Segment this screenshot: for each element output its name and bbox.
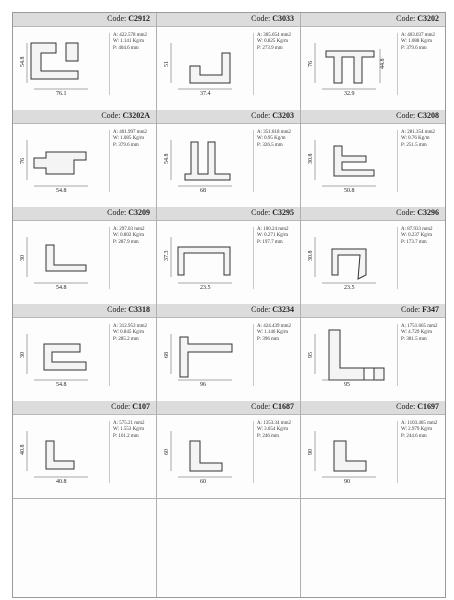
dimension-label: 68	[164, 352, 170, 358]
profile-header	[157, 207, 300, 221]
code-prefix: Code:	[251, 402, 273, 411]
dimension-label: 30.8	[308, 250, 314, 261]
profile-section-svg	[304, 419, 396, 485]
profile-outline	[46, 441, 74, 469]
spec-weight: W: 3.654 Kg/m	[257, 427, 289, 433]
code-value: C3295	[272, 208, 294, 217]
profile-header	[157, 304, 300, 318]
profile-outline	[31, 43, 78, 79]
profile-card	[13, 304, 157, 401]
code-prefix: Code:	[396, 14, 418, 23]
profile-section-svg	[160, 419, 252, 485]
profile-outline	[178, 247, 230, 275]
dimension-label: 54.8	[20, 56, 26, 67]
code-value: C3202A	[122, 111, 150, 120]
spec-area: A: 351.818 mm2	[257, 130, 292, 135]
dimension-label: 60	[200, 479, 206, 485]
profile-section-svg	[160, 31, 252, 97]
spec-area: A: 100.24 mm2	[257, 227, 289, 232]
spec-perimeter: P: 404.6 mm	[113, 45, 139, 51]
spec-perimeter: P: 379.6 mm	[401, 45, 427, 51]
dimension-label: 54.8	[56, 285, 67, 291]
profile-specs	[253, 33, 303, 95]
profile-code	[101, 111, 150, 120]
dimension-label: 40.8	[20, 444, 26, 455]
profile-header	[13, 13, 156, 27]
dimension-label: 68	[200, 188, 206, 194]
code-value: C2912	[128, 14, 150, 23]
profile-code	[396, 111, 439, 120]
spec-perimeter: P: 273.9 mm	[257, 45, 283, 51]
profile-specs	[253, 227, 303, 289]
profile-drawing	[160, 322, 252, 388]
spec-perimeter: P: 173.7 mm	[401, 239, 427, 245]
code-prefix: Code:	[396, 208, 418, 217]
profile-specs	[109, 130, 159, 192]
profile-specs	[253, 421, 303, 483]
profile-code	[396, 14, 439, 23]
profile-outline	[326, 51, 374, 83]
profile-code	[396, 208, 439, 217]
profile-outline	[190, 53, 230, 83]
profile-drawing	[16, 128, 108, 194]
code-value: C3234	[272, 305, 294, 314]
profile-card	[13, 13, 157, 110]
code-prefix: Code:	[396, 402, 418, 411]
profile-card	[301, 304, 445, 401]
spec-weight: W: 0.271 Kg/m	[257, 233, 289, 239]
code-prefix: Code:	[107, 14, 129, 23]
profile-code	[251, 14, 294, 23]
dimension-label: 44.8	[380, 58, 386, 69]
profile-drawing	[304, 225, 396, 291]
profile-section-svg	[304, 128, 396, 194]
profile-card	[301, 110, 445, 207]
profile-card	[301, 207, 445, 304]
profile-specs	[397, 227, 447, 289]
spec-weight: W: 1.088 Kg/m	[401, 39, 433, 45]
dimension-label: 95	[308, 352, 314, 358]
profile-specs	[397, 324, 447, 386]
profile-section-svg	[160, 322, 252, 388]
profile-header	[13, 110, 156, 124]
profile-specs	[397, 130, 447, 192]
profile-header	[301, 207, 445, 221]
spec-area: A: 424.439 mm2	[257, 324, 292, 329]
profile-specs	[253, 324, 303, 386]
profile-section-svg	[16, 322, 108, 388]
dimension-label: 37.3	[164, 250, 170, 261]
profile-drawing	[304, 419, 396, 485]
profile-section-svg	[16, 31, 108, 97]
profile-section-svg	[160, 128, 252, 194]
spec-weight: W: 0.95 Kg/m	[257, 136, 286, 142]
dimension-label: 30.8	[308, 153, 314, 164]
spec-area: A: 403.037 mm2	[401, 33, 436, 38]
code-value: F347	[422, 305, 439, 314]
code-prefix: Code:	[251, 305, 273, 314]
code-prefix: Code:	[251, 111, 273, 120]
profile-drawing	[304, 322, 396, 388]
code-value: C3209	[128, 208, 150, 217]
profile-header	[157, 110, 300, 124]
profile-specs	[109, 33, 159, 95]
spec-perimeter: P: 285.2 mm	[113, 336, 139, 342]
spec-perimeter: P: 396 mm	[257, 336, 279, 342]
profile-code	[107, 208, 150, 217]
dimension-label: 76	[308, 61, 314, 67]
profile-drawing	[304, 128, 396, 194]
spec-weight: W: 1.553 Kg/m	[113, 427, 145, 433]
spec-area: A: 305.654 mm2	[257, 33, 292, 38]
code-value: C3033	[272, 14, 294, 23]
profile-drawing	[160, 128, 252, 194]
dimension-label: 30	[20, 352, 26, 358]
profile-card	[157, 110, 301, 207]
profile-specs	[109, 324, 159, 386]
profile-section-svg	[16, 225, 108, 291]
profile-outline	[332, 249, 366, 279]
spec-area: A: 1751.665 mm2	[401, 324, 438, 329]
profile-drawing	[16, 419, 108, 485]
profile-outline	[46, 245, 86, 271]
profile-code	[107, 305, 150, 314]
profile-outline	[334, 146, 374, 176]
spec-weight: W: 1.141 Kg/m	[113, 39, 145, 45]
dimension-label: 32.9	[344, 91, 355, 97]
spec-area: A: 401.997 mm2	[113, 130, 148, 135]
profile-card	[301, 13, 445, 110]
code-prefix: Code:	[101, 111, 123, 120]
profile-card	[13, 401, 157, 498]
profile-code	[251, 305, 294, 314]
code-value: C3296	[417, 208, 439, 217]
dimension-label: 76	[20, 158, 26, 164]
dimension-label: 23.5	[344, 285, 355, 291]
profile-header	[301, 304, 445, 318]
dimension-label: 51	[164, 61, 170, 67]
spec-perimeter: P: 381.5 mm	[401, 336, 427, 342]
profile-card	[157, 304, 301, 401]
code-prefix: Code:	[251, 208, 273, 217]
spec-weight: W: 4.729 Kg/m	[401, 330, 433, 336]
spec-area: A: 87.933 mm2	[401, 227, 433, 232]
profile-specs	[109, 421, 159, 483]
code-prefix: Code:	[251, 14, 273, 23]
profile-header	[157, 401, 300, 415]
profile-header	[13, 207, 156, 221]
profile-card	[13, 110, 157, 207]
dimension-label: 23.5	[200, 285, 211, 291]
profile-header	[157, 13, 300, 27]
profile-code	[111, 402, 150, 411]
empty-card	[301, 498, 445, 597]
profile-code	[396, 402, 439, 411]
code-value: C3202	[417, 14, 439, 23]
dimension-label: 40.8	[56, 479, 67, 485]
spec-perimeter: P: 379.6 mm	[113, 142, 139, 148]
spec-weight: W: 2.979 Kg/m	[401, 427, 433, 433]
code-value: C3208	[417, 111, 439, 120]
dimension-label: 60	[164, 449, 170, 455]
profile-code	[251, 208, 294, 217]
profile-drawing	[160, 31, 252, 97]
spec-weight: W: 0.845 Kg/m	[113, 330, 145, 336]
profile-specs	[397, 33, 447, 95]
code-prefix: Code:	[396, 111, 418, 120]
profile-section-svg	[304, 31, 396, 97]
dimension-label: 96	[200, 382, 206, 388]
spec-weight: W: 1.085 Kg/m	[113, 136, 145, 142]
profile-specs	[397, 421, 447, 483]
spec-perimeter: P: 326.5 mm	[257, 142, 283, 148]
profile-card	[157, 207, 301, 304]
code-prefix: Code:	[401, 305, 423, 314]
dimension-label: 76.1	[56, 91, 67, 97]
profile-code	[251, 402, 294, 411]
spec-area: A: 1353.34 mm2	[257, 421, 292, 426]
code-prefix: Code:	[111, 402, 133, 411]
profile-card	[301, 401, 445, 498]
profile-section-svg	[16, 419, 108, 485]
dimension-label: 30	[20, 255, 26, 261]
spec-area: A: 1103.465 mm2	[401, 421, 438, 426]
spec-perimeter: P: 161.2 mm	[113, 433, 139, 439]
profile-section-svg	[304, 322, 396, 388]
spec-weight: W: 0.237 Kg/m	[401, 233, 433, 239]
dimension-label: 54.8	[164, 153, 170, 164]
dimension-label: 54.8	[56, 188, 67, 194]
profile-card	[157, 13, 301, 110]
profile-drawing	[16, 225, 108, 291]
profile-header	[13, 304, 156, 318]
empty-card	[157, 498, 301, 597]
code-value: C1697	[417, 402, 439, 411]
dimension-label: 95	[344, 382, 350, 388]
profile-outline	[329, 330, 384, 380]
profile-outline	[44, 344, 86, 370]
profile-section-svg	[16, 128, 108, 194]
profile-section-svg	[304, 225, 396, 291]
profile-specs	[253, 130, 303, 192]
code-prefix: Code:	[107, 208, 129, 217]
spec-weight: W: 0.825 Kg/m	[257, 39, 289, 45]
profile-drawing	[160, 419, 252, 485]
profile-outline	[34, 152, 86, 174]
profile-specs	[109, 227, 159, 289]
spec-perimeter: P: 244.6 mm	[401, 433, 427, 439]
dimension-label: 90	[308, 449, 314, 455]
profile-code	[401, 305, 439, 314]
spec-area: A: 575.21 mm2	[113, 421, 145, 426]
spec-area: A: 297.03 mm2	[113, 227, 145, 232]
profile-card	[157, 401, 301, 498]
profile-outline	[185, 142, 230, 180]
catalog-sheet	[12, 12, 446, 598]
profile-outline	[190, 441, 222, 471]
code-value: C1687	[272, 402, 294, 411]
spec-perimeter: P: 246 mm	[257, 433, 279, 439]
profile-code	[251, 111, 294, 120]
spec-area: A: 422.578 mm2	[113, 33, 148, 38]
profile-section-svg	[160, 225, 252, 291]
profile-card	[13, 207, 157, 304]
profile-drawing	[16, 31, 108, 97]
code-prefix: Code:	[107, 305, 129, 314]
profile-header	[301, 401, 445, 415]
profile-drawing	[160, 225, 252, 291]
spec-perimeter: P: 287.9 mm	[113, 239, 139, 245]
dimension-label: 54.8	[56, 382, 67, 388]
spec-weight: W: 0.802 Kg/m	[113, 233, 145, 239]
profile-drawing	[304, 31, 396, 97]
empty-card	[13, 498, 157, 597]
dimension-label: 50.8	[344, 188, 355, 194]
profile-outline	[180, 337, 232, 377]
profile-header	[301, 110, 445, 124]
profile-drawing	[16, 322, 108, 388]
profile-code	[107, 14, 150, 23]
spec-area: A: 281.354 mm2	[401, 130, 436, 135]
profile-header	[13, 401, 156, 415]
profile-header	[301, 13, 445, 27]
code-value: C3318	[128, 305, 150, 314]
code-value: C3203	[272, 111, 294, 120]
profile-outline	[334, 441, 366, 471]
spec-perimeter: P: 251.5 mm	[401, 142, 427, 148]
code-value: C107	[132, 402, 150, 411]
dimension-label: 90	[344, 479, 350, 485]
spec-perimeter: P: 197.7 mm	[257, 239, 283, 245]
spec-weight: W: 1.146 Kg/m	[257, 330, 289, 336]
spec-weight: W: 0.76 Kg/m	[401, 136, 430, 142]
dimension-label: 37.4	[200, 91, 211, 97]
spec-area: A: 312.953 mm2	[113, 324, 148, 329]
